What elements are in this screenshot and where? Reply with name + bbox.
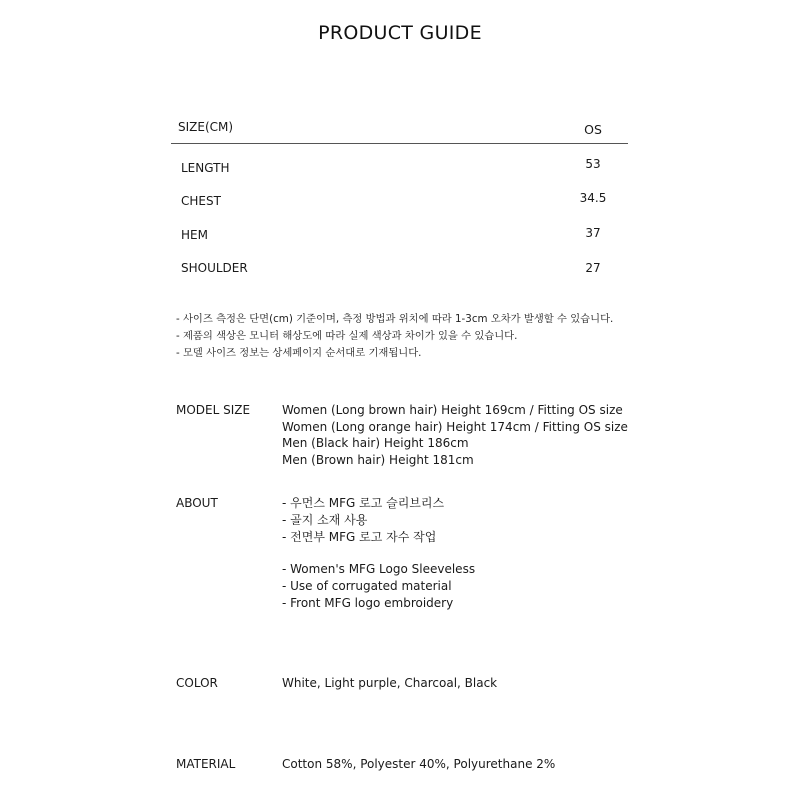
- model-size-line: Women (Long brown hair) Height 169cm / Fitting OS size: [282, 403, 623, 417]
- material-label: MATERIAL: [176, 757, 236, 771]
- about-line-en: - Front MFG logo embroidery: [282, 596, 454, 610]
- about-line-ko: - 전면부 MFG 로고 자수 작업: [282, 530, 437, 544]
- color-value: White, Light purple, Charcoal, Black: [282, 676, 498, 690]
- size-row-label-shoulder: SHOULDER: [181, 261, 248, 275]
- size-row-value-chest: 34.5: [579, 191, 607, 205]
- about-line-en: - Women's MFG Logo Sleeveless: [282, 562, 476, 576]
- note-line: - 제품의 색상은 모니터 해상도에 따라 실제 색상과 차이가 있을 수 있습니다.: [176, 330, 518, 342]
- size-row-value-length: 53: [585, 157, 601, 171]
- about-label: ABOUT: [176, 496, 218, 510]
- about-line-ko: - 골지 소재 사용: [282, 513, 368, 527]
- model-size-line: Men (Brown hair) Height 181cm: [282, 453, 474, 467]
- material-value: Cotton 58%, Polyester 40%, Polyurethane 2%: [282, 757, 556, 771]
- size-table-header-label: SIZE(CM): [178, 120, 234, 134]
- model-size-line: Women (Long orange hair) Height 174cm / Fitting OS size: [282, 420, 628, 434]
- size-table-divider: [171, 143, 628, 144]
- size-table-header-value: OS: [584, 122, 602, 137]
- color-label: COLOR: [176, 676, 218, 690]
- about-line-en: - Use of corrugated material: [282, 579, 452, 593]
- size-row-label-chest: CHEST: [181, 194, 221, 208]
- size-row-label-length: LENGTH: [181, 161, 230, 175]
- note-line: - 사이즈 측정은 단면(cm) 기준이며, 측정 방법과 위치에 따라 1-3cm 오차가 발생할 수 있습니다.: [176, 313, 614, 325]
- size-row-label-hem: HEM: [181, 228, 208, 242]
- model-size-line: Men (Black hair) Height 186cm: [282, 436, 469, 450]
- page-title: PRODUCT GUIDE: [318, 22, 482, 44]
- about-line-ko: - 우먼스 MFG 로고 슬리브리스: [282, 496, 445, 510]
- size-row-value-hem: 37: [585, 226, 601, 240]
- size-row-value-shoulder: 27: [585, 261, 601, 275]
- model-size-label: MODEL SIZE: [176, 403, 251, 417]
- note-line: - 모델 사이즈 정보는 상세페이지 순서대로 기재됩니다.: [176, 347, 422, 359]
